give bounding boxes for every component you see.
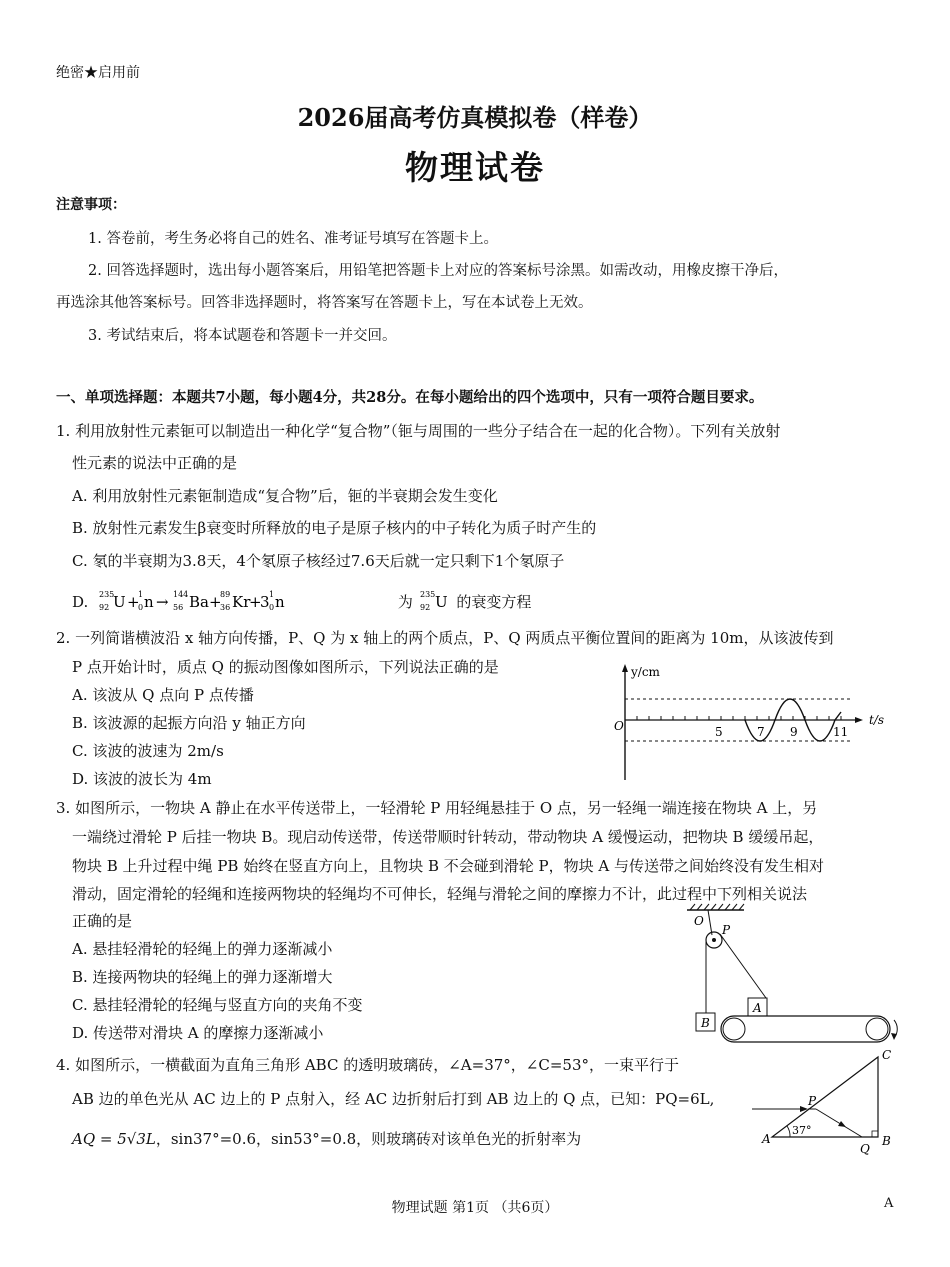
svg-text:89: 89 [220, 590, 231, 599]
svg-text:n: n [144, 593, 154, 611]
page-footer: 物理试题 第1页 （共6页） [391, 1200, 559, 1216]
svg-text:235: 235 [99, 590, 115, 599]
q1-stem-cont: 性元素的说法中正确的是 [72, 454, 238, 472]
q3-label-p: P [722, 923, 731, 937]
q1-isotope [418, 588, 452, 618]
svg-text:Ba: Ba [189, 593, 210, 611]
q3-label-a: A [753, 1001, 762, 1015]
notice-item-2: 2. 回答选择题时，选出每小题答案后，用铅笔把答题卡上对应的答案标号涂黑。如需改动，用橡皮擦干净后， [88, 263, 788, 279]
svg-text:Kr: Kr [232, 593, 251, 611]
q3-option-b: B. 连接两物块的轻绳上的弹力逐渐增大 [72, 968, 333, 986]
q1-option-d-mid: 为 [397, 593, 413, 611]
q2-stem-cont: P 点开始计时，质点 Q 的振动图像如图所示，下列说法正确的是 [72, 658, 499, 676]
svg-text:→: → [156, 593, 169, 611]
q4-stem-2: AB 边的单色光从 AC 边上的 P 点射入，经 AC 边折射后打到 AB 边上的 Q 点，已知：PQ=6L, [72, 1090, 715, 1108]
q3-label-o: O [694, 914, 704, 928]
svg-text:U: U [113, 593, 126, 611]
svg-text:+: + [249, 593, 262, 611]
q4-label-q: Q [860, 1142, 870, 1156]
notice-item-1: 1. 答卷前，考生务必将自己的姓名、准考证号填写在答题卡上。 [88, 231, 498, 247]
q2-option-c: C. 该波的波速为 2m/s [72, 742, 224, 760]
q3-stem-5: 正确的是 [72, 912, 133, 930]
q1-option-d-end: 的衰变方程 [456, 593, 532, 611]
svg-text:1: 1 [138, 590, 144, 599]
notice-item-3: 3. 考试结束后，将本试题卷和答题卡一并交回。 [88, 328, 397, 344]
svg-text:+: + [209, 593, 222, 611]
q4-label-c: C [882, 1048, 892, 1062]
q3-option-a: A. 悬挂轻滑轮的轻绳上的弹力逐渐减小 [72, 940, 333, 958]
q3-option-c: C. 悬挂轻滑轮的轻绳与竖直方向的夹角不变 [72, 996, 363, 1014]
q2-option-a: A. 该波从 Q 点向 P 点传播 [72, 686, 254, 704]
svg-text:92: 92 [419, 603, 430, 612]
q2-tick-7: 7 [757, 725, 765, 739]
q1-option-c: C. 氡的半衰期为3.8天，4个氡原子核经过7.6天后就一定只剩下1个氡原子 [72, 552, 565, 570]
q3-label-b: B [701, 1016, 710, 1030]
paper-version: A [884, 1196, 894, 1211]
q4-angle-label: 37° [792, 1124, 812, 1137]
q4-prism-diagram [750, 1045, 910, 1157]
q3-stem-4: 滑动，固定滑轮的轻绳和连接两物块的轻绳均不可伸长，轻绳与滑轮之间的摩擦力不计，此过程中下列相关说法 [72, 885, 808, 903]
secret-mark: 绝密★启用前 [56, 65, 140, 81]
q1-equation [93, 588, 393, 618]
q4-label-b: B [882, 1134, 891, 1148]
q3-stem-3: 物块 B 上升过程中绳 PB 始终在竖直方向上，且物块 B 不会碰到滑轮 P，物块 A 与传送带之间始终没有发生相对 [72, 857, 825, 875]
q3-stem: 3. 如图所示，一物块 A 静止在水平传送带上，一轻滑轮 P 用轻绳悬挂于 O 点，另一轻绳一端连接在物块 A 上，另 [56, 799, 818, 817]
q4-stem: 4. 如图所示，一横截面为直角三角形 ABC 的透明玻璃砖，∠A=37°，∠C=53°，一束平行于 [56, 1056, 679, 1074]
q4-equation: AQ = 5√3L [72, 1130, 156, 1148]
q3-stem-2: 一端绕过滑轮 P 后挂一物块 B。现启动传送带，传送带顺时针转动，带动物块 A 缓慢运动，把物块 B 缓缓吊起， [72, 828, 824, 846]
exam-title: 2026届高考仿真模拟卷（样卷） [297, 103, 653, 132]
q1-stem: 1. 利用放射性元素钷可以制造出一种化学“复合物”（钷与周围的一些分子结合在一起的化合物）。下列有关放射 [56, 422, 781, 440]
q2-y-label: y/cm [631, 665, 660, 679]
q2-tick-5: 5 [715, 725, 723, 739]
svg-text:56: 56 [173, 603, 184, 612]
notice-heading: 注意事项： [56, 197, 126, 213]
q2-vibration-graph [605, 660, 905, 785]
q2-x-label: t/s [869, 713, 885, 727]
q4-label-a: A [762, 1132, 771, 1146]
svg-text:0: 0 [138, 603, 144, 612]
q2-stem: 2. 一列简谐横波沿 x 轴方向传播，P、Q 为 x 轴上的两个质点，P、Q 两质点平衡位置间的距离为 10m，从该波传到 [56, 629, 834, 647]
q2-origin: O [614, 719, 624, 733]
q1-option-a: A. 利用放射性元素钷制造成“复合物”后，钷的半衰期会发生变化 [72, 487, 498, 505]
section-heading: 一、单项选择题：本题共7小题，每小题4分，共28分。在每小题给出的四个选项中，只有一项符合题目要求。 [56, 389, 764, 406]
q4-stem-3 [72, 1128, 581, 1149]
q4-stem-3-text: ，sin37°=0.6，sin53°=0.8，则玻璃砖对该单色光的折射率为 [155, 1130, 582, 1148]
subject-title: 物理试卷 [405, 148, 545, 187]
q1-option-b: B. 放射性元素发生β衰变时所释放的电子是原子核内的中子转化为质子时产生的 [72, 519, 597, 537]
q2-option-b: B. 该波源的起振方向沿 y 轴正方向 [72, 714, 306, 732]
q1-option-d-label: D. [72, 593, 89, 611]
q2-tick-11: 11 [833, 725, 849, 739]
svg-text:3: 3 [260, 593, 270, 611]
q3-option-d: D. 传送带对滑块 A 的摩擦力逐渐减小 [72, 1024, 324, 1042]
svg-text:36: 36 [220, 603, 231, 612]
svg-text:235: 235 [419, 590, 435, 599]
svg-text:n: n [275, 593, 285, 611]
q2-option-d: D. 该波的波长为 4m [72, 770, 212, 788]
svg-text:+: + [127, 593, 140, 611]
svg-text:1: 1 [269, 590, 275, 599]
q4-label-p: P [808, 1094, 817, 1108]
q2-tick-9: 9 [790, 725, 798, 739]
svg-text:U: U [434, 593, 448, 611]
svg-text:0: 0 [269, 603, 275, 612]
q3-pulley-diagram [682, 900, 912, 1050]
q1-option-d [72, 588, 531, 618]
notice-item-2-cont: 再选涂其他答案标号。回答非选择题时，将答案写在答题卡上，写在本试卷上无效。 [56, 295, 593, 311]
svg-text:92: 92 [99, 603, 110, 612]
svg-text:144: 144 [173, 590, 189, 599]
